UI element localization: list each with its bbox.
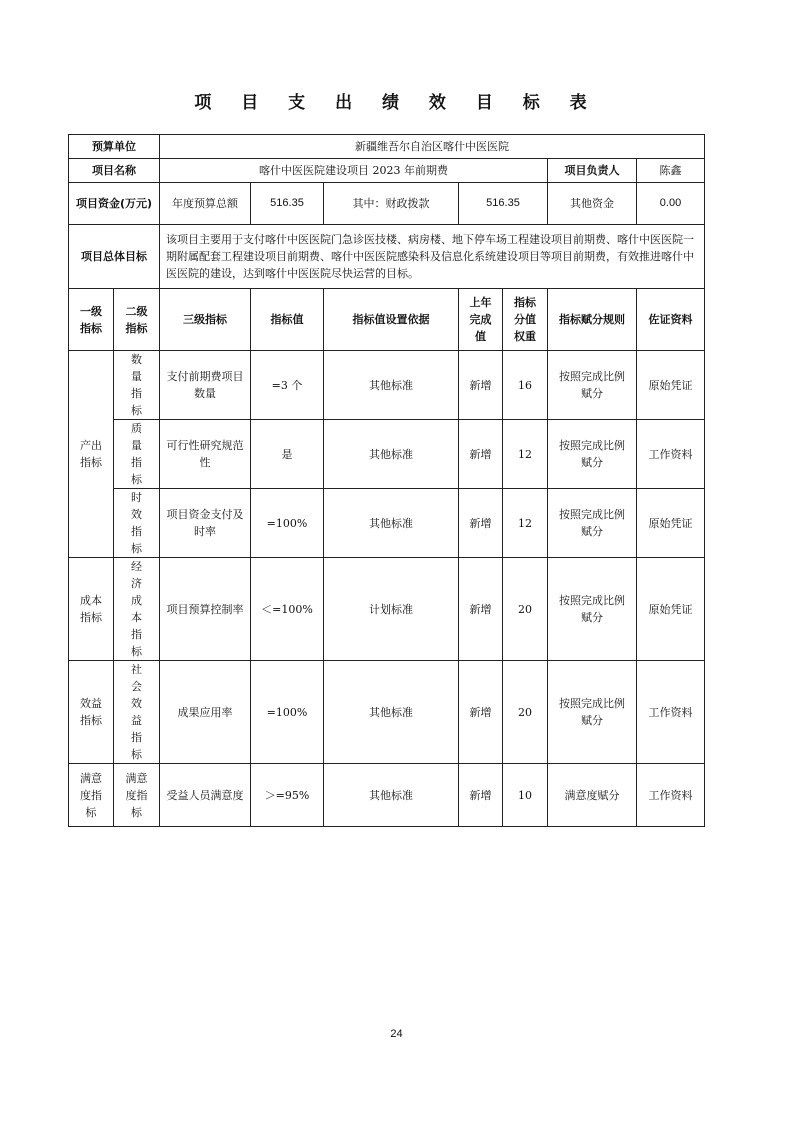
- header-l3: 三级指标: [160, 289, 251, 351]
- header-l1: 一级指标: [69, 289, 114, 351]
- row-evidence: 原始凭证: [637, 351, 705, 420]
- row-evidence: 工作资料: [637, 764, 705, 827]
- row-rule: 按照完成比例赋分: [548, 558, 637, 661]
- owner-label: 项目负责人: [548, 159, 637, 183]
- row-weight: 20: [503, 558, 548, 661]
- row-evidence: 工作资料: [637, 661, 705, 764]
- row-prev: 新增: [459, 558, 503, 661]
- row-value: ＜=100%: [251, 558, 324, 661]
- row-l1: 产出指标: [69, 351, 114, 558]
- row-weight: 16: [503, 351, 548, 420]
- row-rule: 按照完成比例赋分: [548, 661, 637, 764]
- row-weight: 20: [503, 661, 548, 764]
- row-l1: 满意度指标: [69, 764, 114, 827]
- row-l1: 成本指标: [69, 558, 114, 661]
- row-value: =100%: [251, 489, 324, 558]
- table-row: [69, 351, 705, 420]
- row-rule: 按照完成比例赋分: [548, 489, 637, 558]
- row-l2: 质量指标: [114, 420, 160, 489]
- project-name-value: 喀什中医医院建设项目 2023 年前期费: [160, 159, 548, 183]
- row-basis: 其他标准: [324, 351, 459, 420]
- table-row: [69, 558, 705, 661]
- table-row: [69, 489, 705, 558]
- fund-label: 项目资金(万元): [69, 183, 160, 225]
- row-evidence: 原始凭证: [637, 489, 705, 558]
- other-funds-value: 0.00: [637, 183, 705, 225]
- row-value: =100%: [251, 661, 324, 764]
- annual-budget-label: 年度预算总额: [160, 183, 251, 225]
- row-l2: 数量指标: [114, 351, 160, 420]
- row-l3: 受益人员满意度: [160, 764, 251, 827]
- row-l2: 经济成本指标: [114, 558, 160, 661]
- row-value: ＞=95%: [251, 764, 324, 827]
- header-value: 指标值: [251, 289, 324, 351]
- goal-text: 该项目主要用于支付喀什中医医院门急诊医技楼、病房楼、地下停车场工程建设项目前期费、喀什中医医院一期附属配套工程建设项目前期费、喀什中医医院感染科及信息化系统建设项目等项目前期费，有效推进喀什中医医院的建设，达到喀什中医医院尽快运营的目标。: [160, 225, 705, 289]
- row-prev: 新增: [459, 420, 503, 489]
- row-prev: 新增: [459, 351, 503, 420]
- row-basis: 其他标准: [324, 764, 459, 827]
- row-l2: 满意度指标: [114, 764, 160, 827]
- row-weight: 10: [503, 764, 548, 827]
- row-weight: 12: [503, 420, 548, 489]
- row-rule: 按照完成比例赋分: [548, 420, 637, 489]
- row-l1: 效益指标: [69, 661, 114, 764]
- row-l3: 支付前期费项目数量: [160, 351, 251, 420]
- annual-budget-value: 516.35: [251, 183, 324, 225]
- header-evidence: 佐证资料: [637, 289, 705, 351]
- header-prev: 上年完成值: [459, 289, 503, 351]
- row-prev: 新增: [459, 764, 503, 827]
- header-basis: 指标值设置依据: [324, 289, 459, 351]
- row-rule: 按照完成比例赋分: [548, 351, 637, 420]
- row-value: 是: [251, 420, 324, 489]
- row-evidence: 原始凭证: [637, 558, 705, 661]
- row-rule: 满意度赋分: [548, 764, 637, 827]
- owner-value: 陈鑫: [637, 159, 705, 183]
- row-l3: 项目预算控制率: [160, 558, 251, 661]
- header-weight: 指标分值权重: [503, 289, 548, 351]
- row-prev: 新增: [459, 661, 503, 764]
- table-row: [69, 420, 705, 489]
- unit-value: 新疆维吾尔自治区喀什中医医院: [160, 135, 705, 159]
- fiscal-label: 其中：财政拨款: [324, 183, 459, 225]
- goal-label: 项目总体目标: [69, 225, 160, 289]
- row-l3: 项目资金支付及时率: [160, 489, 251, 558]
- header-rule: 指标赋分规则: [548, 289, 637, 351]
- row-value: =3 个: [251, 351, 324, 420]
- header-l2: 二级指标: [114, 289, 160, 351]
- other-funds-label: 其他资金: [548, 183, 637, 225]
- row-weight: 12: [503, 489, 548, 558]
- row-l2: 时效指标: [114, 489, 160, 558]
- fiscal-value: 516.35: [459, 183, 548, 225]
- row-l2: 社会效益指标: [114, 661, 160, 764]
- row-prev: 新增: [459, 489, 503, 558]
- row-evidence: 工作资料: [637, 420, 705, 489]
- row-basis: 其他标准: [324, 420, 459, 489]
- project-name-label: 项目名称: [69, 159, 160, 183]
- row-l3: 成果应用率: [160, 661, 251, 764]
- row-basis: 计划标准: [324, 558, 459, 661]
- row-l3: 可行性研究规范性: [160, 420, 251, 489]
- performance-target-table: [68, 134, 705, 827]
- table-row: [69, 764, 705, 827]
- row-basis: 其他标准: [324, 489, 459, 558]
- table-row: [69, 661, 705, 764]
- row-basis: 其他标准: [324, 661, 459, 764]
- page-number: 24: [390, 1028, 403, 1040]
- unit-label: 预算单位: [69, 135, 160, 159]
- page-title: 项 目 支 出 绩 效 目 标 表: [194, 93, 599, 113]
